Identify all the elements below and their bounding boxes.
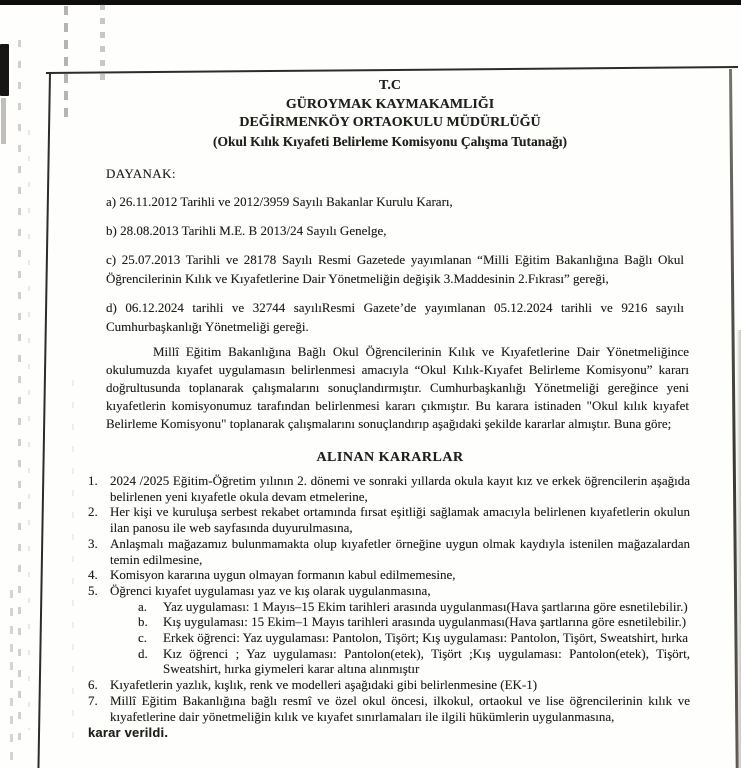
decision-text: Anlaşmalı mağazamız bulunmamakta olup kıyafetler örneğine uygun olmak kaydıyla istenilen mağazalardan temin edilmesine, — [110, 535, 690, 567]
decision-number: 5. — [88, 582, 98, 598]
decision-subitem — [138, 599, 692, 615]
document-content — [88, 74, 692, 740]
dayanak-item-d: d) 06.12.2024 tarihli ve 32744 sayılıResmi Gazete’de yayımlanan 05.12.2024 tarihli ve 9216 sayılı Cumhurbaşkanlığı Yönetmeliği gereği. — [106, 300, 684, 334]
dayanak-item-c: c) 25.07.2013 Tarihli ve 28178 Sayılı Resmi Gazetede yayımlanan “Milli Eğitim Bakanlığına Bağlı Okul Öğrencilerinin Kılık ve Kıyafetlerine Dair Yönetmeliğin değişik 3.Maddesinin 2.Fıkrası” gereği, — [106, 252, 684, 286]
subitem-letter: a. — [138, 598, 148, 614]
scan-artifact-streak — [72, 380, 74, 740]
header-republic-line: T.C — [379, 78, 401, 93]
scan-artifact-blob-light — [1, 98, 6, 144]
decision-subitem — [138, 646, 692, 677]
subitem-letter: c. — [138, 630, 148, 646]
dayanak-item-b: b) 28.08.2013 Tarihli M.E. B 2013/24 Sayılı Genelge, — [106, 223, 387, 238]
decision-item — [88, 536, 692, 567]
header-school-line: DEĞİRMENKÖY ORTAOKULU MÜDÜRLÜĞÜ — [239, 115, 541, 130]
document-header — [88, 74, 692, 151]
decision-item — [88, 583, 692, 599]
decision-subitem — [138, 630, 692, 646]
decision-text: Komisyon kararına uygun olmayan formanın kabul edilmemesine, — [110, 567, 456, 583]
intro-paragraph: Millî Eğitim Bakanlığına Bağlı Okul Öğrencilerinin Kılık ve Kıyafetlerine Dair Yönetmeliğince okulumuzda kıyafet uygulamasın belirlenmesi amacıyla “Okul Kılık-Kıyafet Belirleme Komisyonu” kararı doğrultusunda toplanarak çalışmalarını sonuçlandırmıştır. Cumhurbaşkanlığı Yönetmeliği gereğince yeni kıyafetlerin komisyonumuz tarafından belirlenmesi kararı çıkmıştır. Bu karara istinaden "Okul kılık kıyafet Belirleme Komisyonu" toplanarak çalışmalarını sonuçlandırıp aşağıdaki şekilde kararlar almıştır. Buna göre; — [106, 344, 689, 431]
decision-number: 1. — [88, 473, 98, 488]
scan-artifact-blob — [0, 44, 9, 96]
scan-artifact-streak — [64, 6, 68, 118]
decision-number: 7. — [88, 692, 98, 708]
scan-artifact-streak — [28, 130, 30, 730]
decision-subitem — [138, 614, 692, 630]
dayanak-item-a: a) 26.11.2012 Tarihli ve 2012/3959 Sayılı Bakanlar Kurulu Kararı, — [106, 194, 453, 209]
decision-text: Kıyafetlerin yazlık, kışlık, renk ve modelleri aşağıdaki gibi belirlenmesine (EK-1) — [110, 677, 538, 693]
scan-artifact-streak — [10, 590, 13, 768]
scan-edge-shadow — [736, 330, 741, 768]
decision-item — [88, 693, 692, 724]
dayanak-label: DAYANAK: — [106, 166, 176, 181]
header-district-line: GÜROYMAK KAYMAKAMLIĞI — [285, 96, 495, 112]
decisions-list — [88, 473, 692, 724]
subitem-text: Kış uygulaması: 15 Ekim–1 Mayıs tarihleri arasında uygulanması(Hava şartlarına göre esnetilebilir.) — [163, 614, 687, 630]
subitem-text: Kız öğrenci ; Yaz uygulaması: Pantolon(etek), Tişört ;Kış uygulaması: Pantolon(etek), Tişört, Sweatshirt, hırka giymeleri karar altına alınmıştır — [163, 645, 690, 677]
subitem-text: Yaz uygulaması: 1 Mayıs–15 Ekim tarihleri arasında uygulanması(Hava şartlarına göre esnetilebilir.) — [163, 598, 688, 614]
decision-text: Her kişi ve kuruluşa serbest rekabet ortamında fırsat eşitliği sağlamak amacıyla belirlenen kıyafetlerin okulun ilan panosu ile web sayfasında duyurulmasına, — [110, 504, 690, 536]
decisions-title: ALINAN KARARLAR — [316, 450, 464, 465]
decision-item — [88, 567, 692, 583]
scan-edge-top-bar — [0, 0, 741, 5]
decision-text: Millî Eğitim Bakanlığına bağlı resmî ve özel okul öncesi, ilkokul, ortaokul ve lise öğrencilerinin kılık ve kıyafetlerine dair yönetmeliğin kılık ve kıyafet sınırlamaları ile ilgili hükümlerin uygulanmasına, — [110, 692, 690, 724]
scan-artifact-streak — [100, 4, 105, 82]
closing-statement: karar verildi. — [88, 725, 169, 741]
decision-item — [88, 677, 692, 693]
header-subtitle: (Okul Kılık Kıyafeti Belirleme Komisyonu Çalışma Tutanağı) — [212, 133, 568, 149]
scan-artifact-streak — [18, 40, 21, 750]
decision-text: Öğrenci kıyafet uygulaması yaz ve kış olarak uygulanmasına, — [110, 582, 431, 598]
decision-item — [88, 473, 692, 504]
decision-number: 3. — [88, 535, 98, 551]
decision-number: 2. — [88, 504, 98, 520]
decision-number: 4. — [88, 567, 98, 583]
subitem-text: Erkek öğrenci: Yaz uygulaması: Pantolon, Tişört; Kış uygulaması: Pantolon, Tişört, Sweatshirt, hırka — [163, 630, 689, 646]
decision-item — [88, 504, 692, 535]
frame-rule-top — [46, 66, 738, 74]
frame-rule-left — [37, 72, 51, 768]
subitem-letter: d. — [138, 645, 148, 661]
decision-number: 6. — [88, 677, 98, 693]
decision-text: 2024 /2025 Eğitim-Öğretim yılının 2. dönemi ve sonraki yıllarda okula kayıt kız ve erkek öğrencilerin aşağıda belirlenen yeni kıyafetle okula devam etmelerine, — [110, 473, 690, 504]
subitem-letter: b. — [138, 614, 148, 630]
